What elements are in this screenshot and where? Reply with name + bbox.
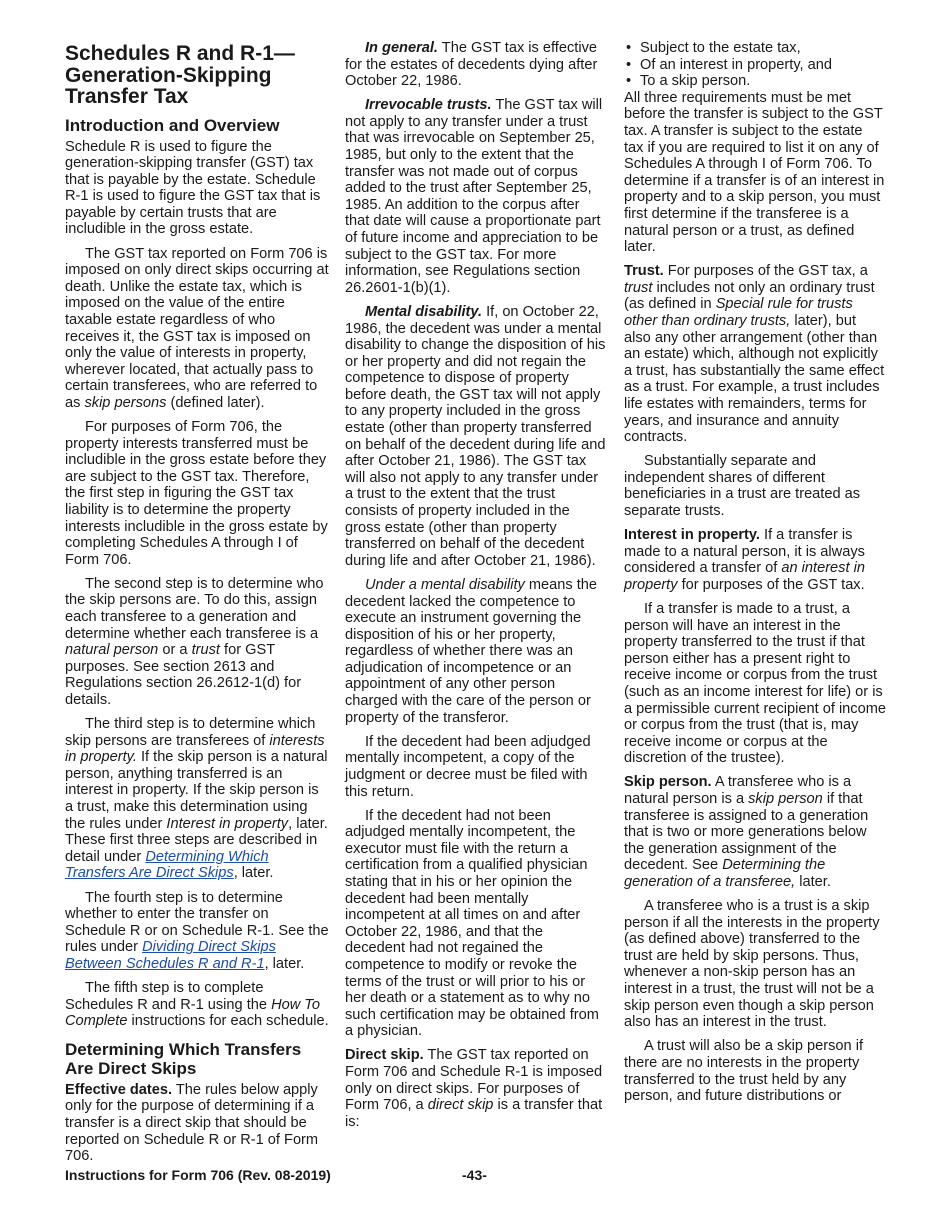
direct-skip-paragraph: Direct skip. The GST tax reported on Form 706 and Schedule R-1 is imposed only on direct skips. For purposes of Form 706, a direct skip is a transfer that is:	[345, 1047, 603, 1130]
intro-paragraph-1: Schedule R is used to figure the generation-skipping transfer (GST) tax that is payable by the estate. Schedule R-1 is used to figure the GST tax that is payable by certain trusts that are includible in the gross estate.	[65, 138, 321, 238]
intro-heading: Introduction and Overview	[65, 115, 280, 135]
not-adjudged-paragraph: If the decedent had not been adjudged mentally incompetent, the executor must file with the return a certification from a qualified physician stating that in his or her opinion the decedent had been mentally incompetent at all times on and after October 22, 1986, and that the decedent had not regained the competence to modify or revoke the terms of the trust or will prior to his or her death or a statement as to why no such certification may be obtained from a physician.	[345, 807, 599, 1040]
dividing-direct-skips-link[interactable]: Dividing Direct Skips Between Schedules R and R-1	[65, 939, 276, 972]
adjudged-paragraph: If the decedent had been adjudged mentally incompetent, a copy of the judgment or decree must be filed with this return.	[345, 733, 591, 800]
mental-disability-paragraph: Mental disability. If, on October 22, 1986, the decedent was under a mental disability to change the disposition of his or her property and did not regain the competence to dispose of property before death, the GST tax will not apply to any property included in the gross estate (other than property transferred on behalf of the decedent during life and after October 21, 1986). The GST tax will also not apply to any transfer under a trust to the extent that the trust consists of property included in the gross estate (other than property transferred on behalf of the decedent during life and after October 21, 1986).	[345, 303, 606, 569]
all-three-paragraph: All three requirements must be met before the transfer is subject to the GST tax. A transfer is subject to the estate tax if you are required to list it on any of Schedules A through I of Form 706. To determine if a transfer is of an interest in property and to a skip person, you must first determine if the transferee is a natural person or a trust, as defined later.	[624, 89, 885, 256]
list-item: • To a skip person.	[624, 73, 886, 90]
irrevocable-trusts-paragraph: Irrevocable trusts. The GST tax will not apply to any transfer under a trust that was irrevocable on September 25, 1985, but only to the extent that the transfer was not made out of corpus added to the trust after September 25, 1985. An addition to the corpus after that date will cause a proportionate part of future income and appreciation to be subject to the GST tax. For more information, see Regulations section 26.2601-1(b)(1).	[345, 97, 603, 296]
intro-paragraph-5: The third step is to determine which skip persons are transferees of interests in property. If the skip person is a natural person, anything transferred is an interest in property. If the skip person is a trust, make this determination using the rules under Interest in property, later. These first three steps are described in detail under Determining Which Transfers Are Direct Skips, later.	[65, 716, 328, 882]
in-general-paragraph: In general. The GST tax is effective for the estates of decedents dying after October 22, 1986.	[345, 40, 598, 90]
column-2	[345, 40, 607, 1138]
skip-persons-term: skip persons	[84, 394, 167, 411]
skip-person-paragraph: Skip person. A transferee who is a natural person is a skip person if that transferee is assigned to a generation that is two or more generations below the generation assignment of the decedent. See Determining the generation of a transferee, later.	[624, 774, 869, 890]
separate-shares-paragraph: Substantially separate and independent shares of different beneficiaries in a trust are treated as separate trusts.	[624, 453, 861, 520]
intro-paragraph-3: For purposes of Form 706, the property interests transferred must be includible in the gross estate before they are subject to the GST tax. Therefore, the first step in figuring the GST tax liability is to determine the property interests includible in the gross estate by completing Schedules A through I of Form 706.	[65, 419, 328, 568]
intro-paragraph-2: The GST tax reported on Form 706 is imposed on only direct skips occurring at death. Unlike the estate tax, which is imposed on the value of the entire taxable estate regardless of who receives it, the GST tax is imposed on only the value of interests in property, wherever located, that actually pass to certain transferees, who are referred to as skip persons (defined later).	[65, 245, 329, 411]
effective-dates-paragraph: Effective dates. The rules below apply only for the purpose of determining if a transfer is a direct skip that should be reported on Schedule R or R-1 of Form 706.	[65, 1081, 319, 1165]
page-title: Schedules R and R-1—Generation-Skipping Transfer Tax	[65, 42, 295, 108]
skip-trust-continued-paragraph: A trust will also be a skip person if there are no interests in the property transferred to the trust held by any person, and future distributions or	[624, 1038, 864, 1105]
page-number: -43-	[462, 1167, 487, 1183]
direct-skips-link[interactable]: Determining Which Transfers Are Direct Skips	[65, 848, 269, 882]
intro-paragraph-4: The second step is to determine who the skip persons are. To do this, assign each transferee to a generation and determine whether each transferee is a natural person or a trust for GST purposes. See section 2613 and Regulations section 26.2612-1(d) for details.	[65, 575, 324, 708]
column-1	[65, 40, 330, 1172]
column-3	[624, 40, 886, 1112]
intro-paragraph-7: The fifth step is to complete Schedules R and R-1 using the How To Complete instructions for each schedule.	[65, 980, 329, 1030]
under-mental-disability-paragraph: Under a mental disability means the decedent lacked the competence to execute an instrument governing the disposition of his or her property, regardless of whether there was an adjudication of incompetence or an appointment of any other person charged with the care of the person or property of the transferor.	[345, 576, 598, 726]
intro-paragraph-6: The fourth step is to determine whether to enter the transfer on Schedule R or on Schedule R-1. See the rules under Dividing Direct Skips Between Schedules R and R-1, later.	[65, 889, 329, 972]
list-item: • Of an interest in property, and	[624, 57, 886, 74]
direct-skips-heading: Determining Which Transfers Are Direct Skips	[65, 1039, 302, 1078]
skip-trust-paragraph: A transferee who is a trust is a skip person if all the interests in the property (as defined above) transferred to the trust are held by skip persons. Thus, whenever a non-skip person has an interest in a trust, the trust will not be a skip person even though a skip person also has an interest in the trust.	[624, 898, 880, 1031]
list-item: • Subject to the estate tax,	[624, 40, 886, 57]
trust-paragraph: Trust. For purposes of the GST tax, a trust includes not only an ordinary trust (as defined in Special rule for trusts other than ordinary trusts, later), but also any other arrangement (other than an estate) which, although not explicitly a trust, has substantially the same effect as a trust. For example, a trust includes life estates with remainders, terms for years, and insurance and annuity contracts.	[624, 263, 885, 446]
direct-skip-requirements-list	[624, 40, 886, 90]
interest-trust-paragraph: If a transfer is made to a trust, a person will have an interest in the property transferred to the trust if that person either has a present right to receive income or corpus from the trust (such as an income interest for life) or is a permissible current recipient of income or corpus from the trust (that is, may receive income or corpus at the discretion of the trustee).	[624, 601, 886, 767]
interest-in-property-paragraph: Interest in property. If a transfer is made to a natural person, it is always considered a transfer of an interest in property for purposes of the GST tax.	[624, 527, 865, 593]
form-label: Instructions for Form 706 (Rev. 08-2019)	[65, 1167, 331, 1183]
